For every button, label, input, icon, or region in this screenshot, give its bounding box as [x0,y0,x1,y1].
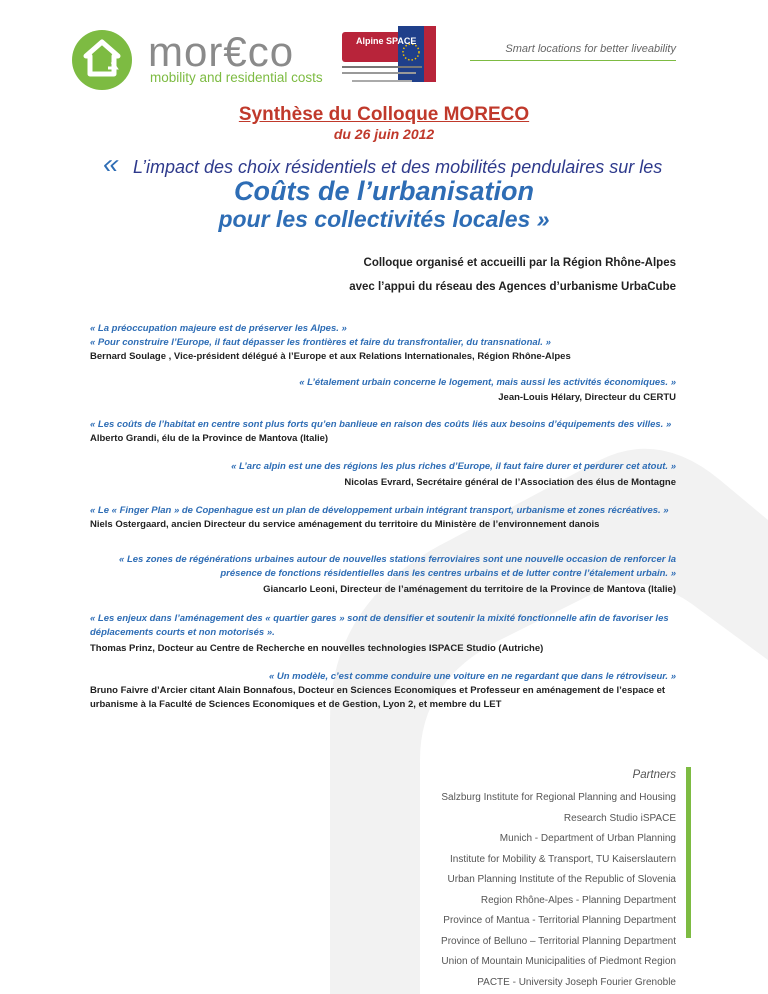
partners-accent-bar [686,767,691,938]
moreco-house-arrow-icon [70,28,134,92]
quote-7-line-2: déplacements courts et non motorisés ». [90,627,275,638]
quote-2-author: Jean-Louis Hélary, Directeur du CERTU [498,392,676,403]
quote-4-text: « L’arc alpin est une des régions les plus riches d’Europe, il faut faire durer et perdurer cet atout. » [231,461,676,472]
partners-title: Partners [632,769,676,781]
organizer-line-2: avec l’appui du réseau des Agences d’urbanisme UrbaCube [349,281,676,293]
partner-item: Research Studio iSPACE [563,812,676,824]
partner-item: PACTE - University Joseph Fourier Grenoble [477,976,676,988]
quote-4-author: Nicolas Evrard, Secrétaire général de l’Association des élus de Montagne [344,477,676,488]
quote-8-text: « Un modèle, c’est comme conduire une voiture en ne regardant que dans le rétroviseur. » [268,671,676,682]
quote-1-line-1: « La préoccupation majeure est de préserver les Alpes. » [90,323,347,334]
alpine-space-emblem-icon [328,22,458,100]
colloque-date: du 26 juin 2012 [333,126,435,142]
opening-guillemet: « [103,148,119,179]
quote-3-text: « Les coûts de l’habitat en centre sont plus forts qu’en banlieue en raison des coûts liés aux besoins d’équipements des villes. » [90,419,672,430]
subtitle-line-1: L’impact des choix résidentiels et des mobilités pendulaires sur les [133,157,663,177]
quote-6-line-1: « Les zones de régénérations urbaines autour de nouvelles stations ferroviaires sont une nouvelle occasion de renforcer la [119,554,676,565]
quote-6-author: Giancarlo Leoni, Directeur de l’aménagement du territoire de la Province de Mantova (Italie) [263,584,676,595]
logo-wordmark: mor€co [148,28,295,75]
partner-item: Urban Planning Institute of the Republic of Slovenia [447,874,676,885]
quote-2-text: « L’étalement urbain concerne le logement, mais aussi les activités économiques. » [299,377,676,388]
logo-subtitle: mobility and residential costs [150,70,323,85]
subtitle-line-2: Coûts de l’urbanisation [233,176,535,206]
quote-8-author-line-1: Bruno Faivre d’Arcier citant Alain Bonnafous, Docteur en Sciences Economiques et Professeur en aménagement de l’espace et [90,685,666,696]
partner-item: Munich - Department of Urban Planning [499,833,676,844]
quote-5-author: Niels Ostergaard, ancien Directeur du service aménagement du territoire du Ministère de l’environnement danois [90,519,600,530]
partner-item: Salzburg Institute for Regional Planning and Housing [441,792,676,803]
quote-1-line-2: « Pour construire l’Europe, il faut dépasser les frontières et faire du transfrontalier, du transnational. » [90,337,551,348]
quote-5-text: « Le « Finger Plan » de Copenhague est un plan de développement urbain intégrant transport, urbanisme et zones récréatives. » [90,505,669,516]
quote-3-author: Alberto Grandi, élu de la Province de Mantova (Italie) [90,433,329,444]
partner-item: Region Rhône-Alpes - Planning Department [480,894,676,906]
partner-item: Province of Mantua - Territorial Planning Department [443,915,676,926]
moreco-logo [70,26,323,92]
tagline: Smart locations for better liveability [505,43,676,55]
tagline-divider [470,60,676,61]
partner-item: Institute for Mobility & Transport, TU Kaiserslautern [449,853,676,865]
quote-6-line-2: présence de fonctions résidentielles dans les centres urbains et de lutter contre l’étalement urbain. » [220,568,676,579]
partners-list [400,788,676,993]
page-title: Synthèse du Colloque MORECO [238,104,530,125]
organizer-line-1: Colloque organisé et accueilli par la Région Rhône-Alpes [363,257,676,269]
quote-7-line-1: « Les enjeux dans l’aménagement des « quartier gares » sont de densifier et soutenir la mixité fonctionnelle afin de favoriser les [90,613,669,624]
subtitle-line-3: pour les collectivités locales » [218,206,550,232]
partner-item: Province of Belluno – Territorial Planning Department [441,935,676,947]
quote-8-author-line-2: urbanisme à la Faculté de Sciences Economiques et de Gestion, Lyon 2, et membre du LET [90,699,502,710]
quote-7-author: Thomas Prinz, Docteur au Centre de Recherche en nouvelles technologies ISPACE Studio (Autriche) [90,643,544,654]
alpine-space-label: Alpine SPACE [356,36,417,46]
partner-item: Union of Mountain Municipalities of Piedmont Region [441,956,676,967]
quote-1-author: Bernard Soulage , Vice-président délégué à l’Europe et aux Relations Internationales, Région Rhône-Alpes [90,351,571,362]
alpine-space-logo [328,22,458,100]
